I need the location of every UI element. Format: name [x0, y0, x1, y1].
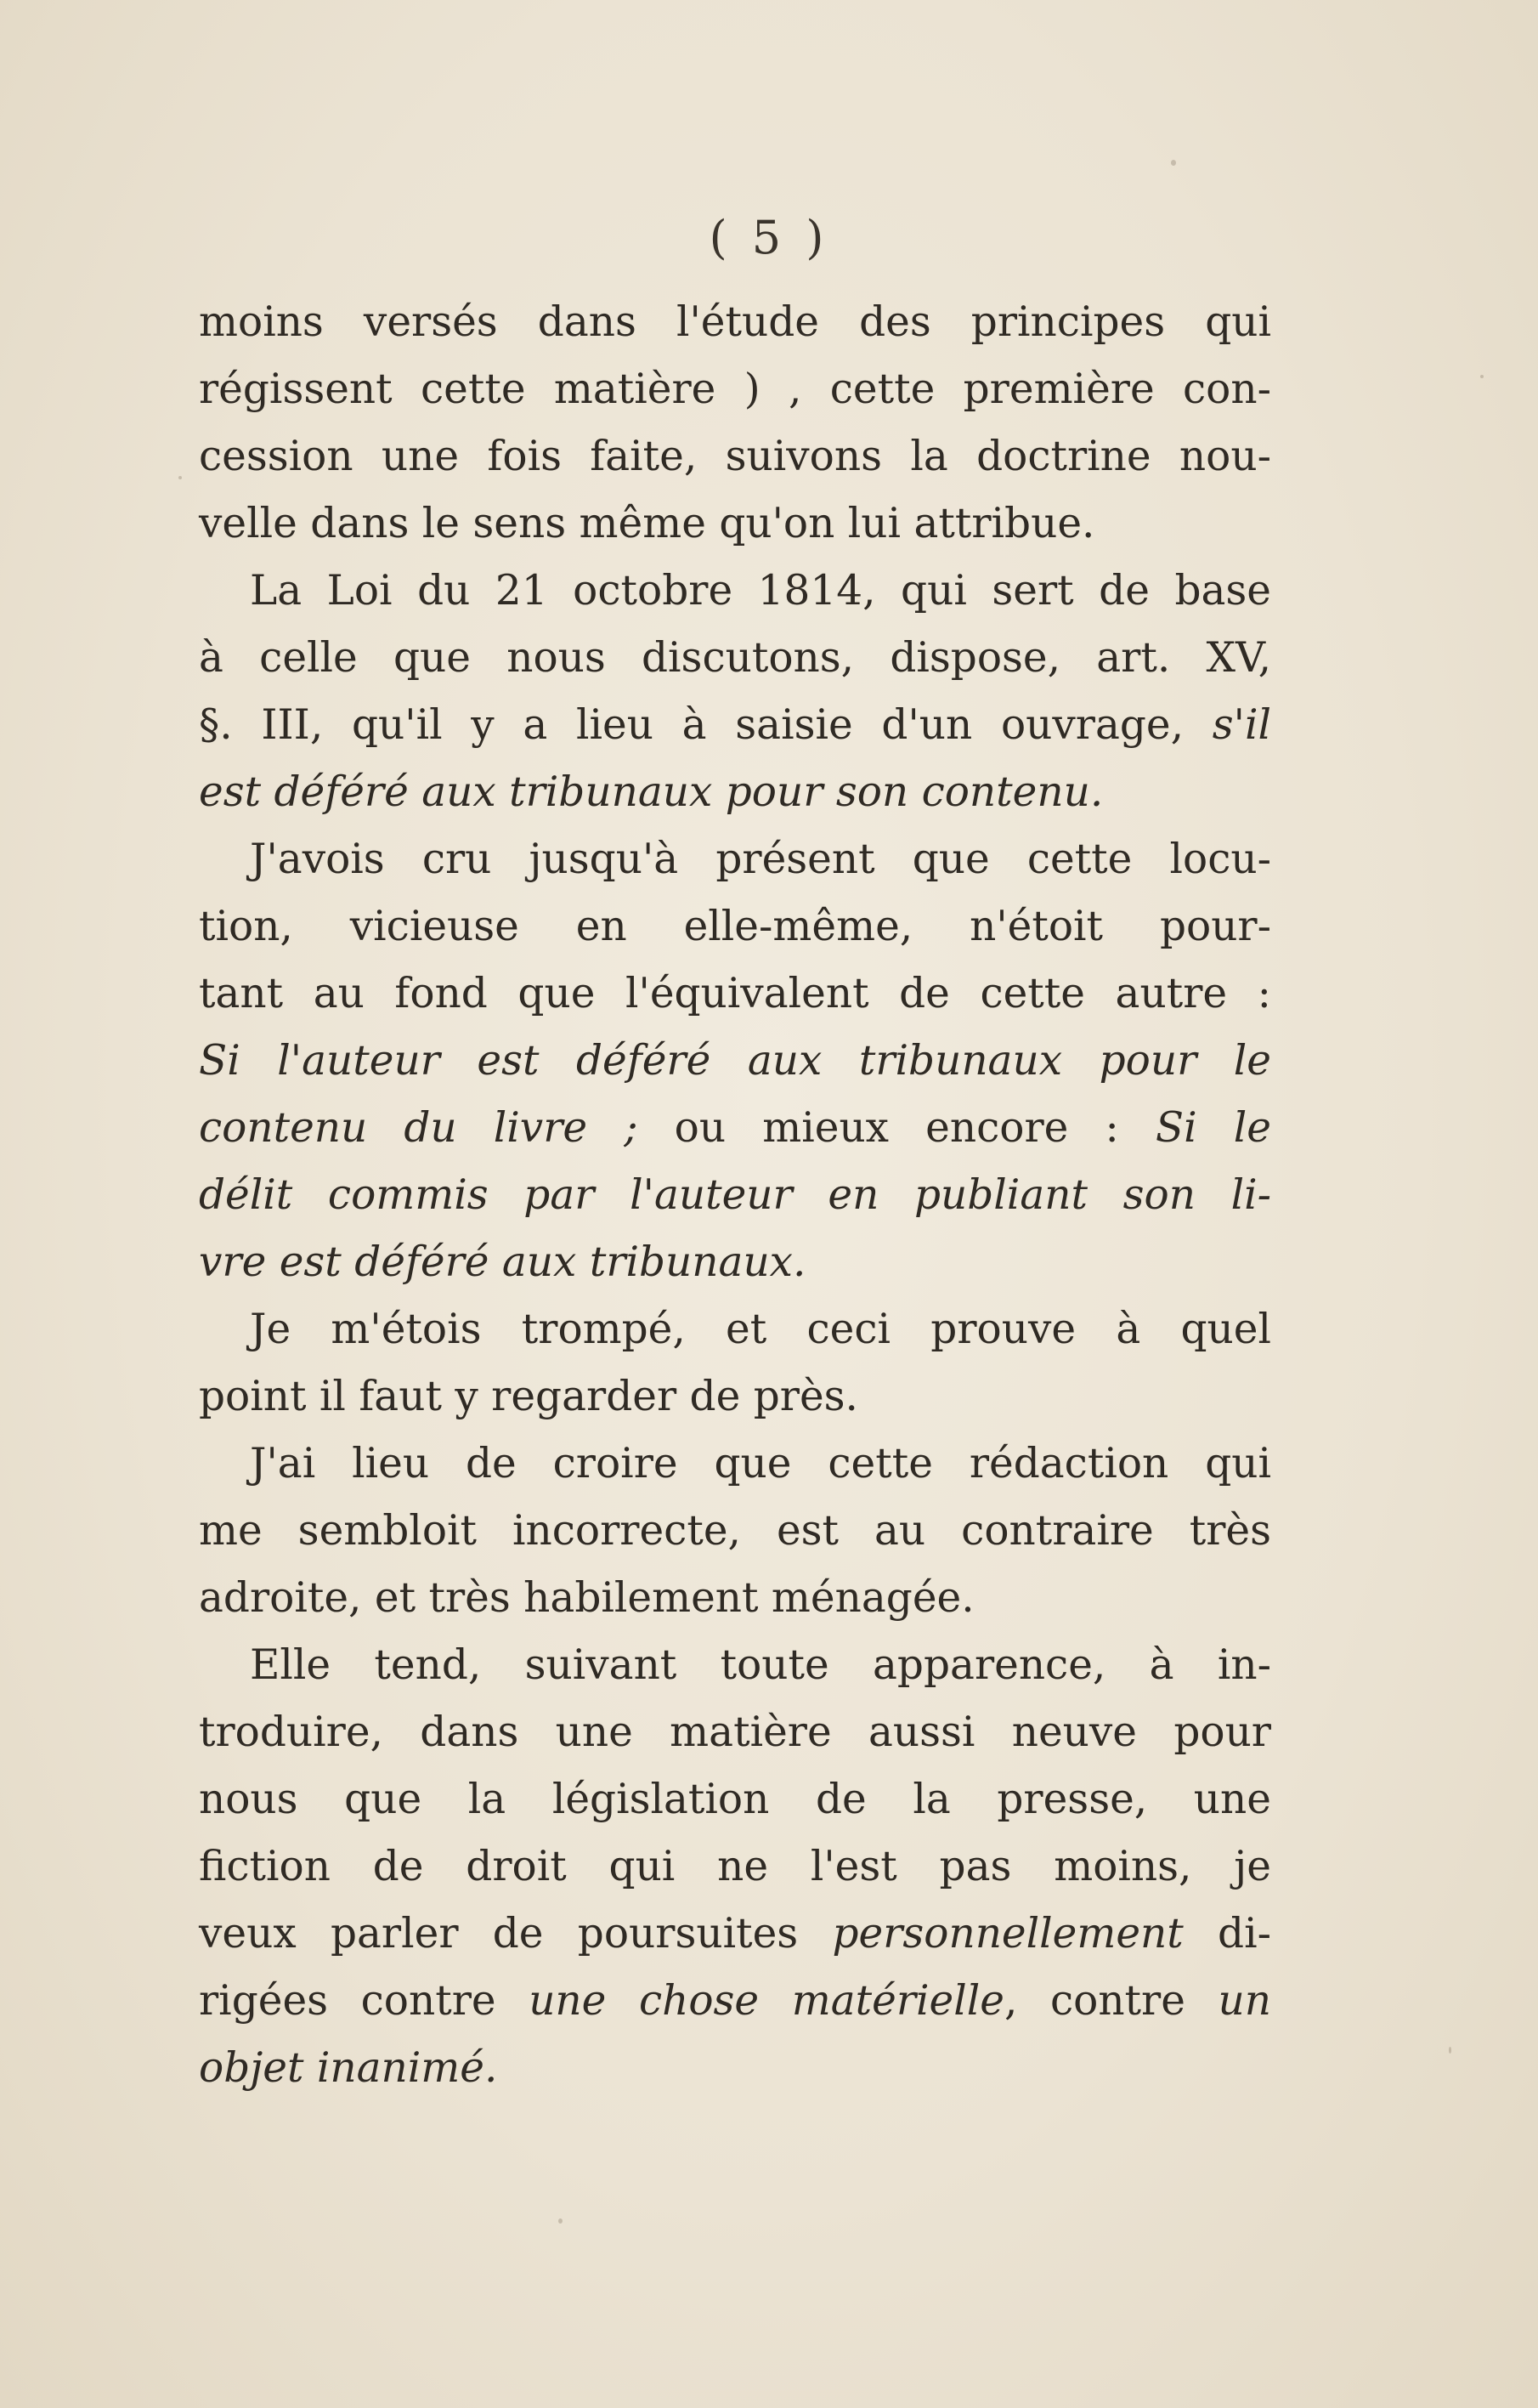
text-line: [199, 423, 1271, 490]
text-line: [199, 1498, 1271, 1565]
italic-text: est déféré aux tribunaux pour son contenu.: [199, 768, 1104, 816]
text-line: [199, 826, 1271, 893]
paper-speck: [1480, 375, 1484, 378]
text-line: [199, 625, 1271, 692]
text-line: [199, 1229, 1271, 1296]
text-line: [199, 1699, 1271, 1766]
roman-text: à celle que nous discutons, dispose, art. XV,: [199, 634, 1271, 682]
page-number: ( 5 ): [709, 211, 829, 264]
roman-text: Je m'étois trompé, et ceci prouve à quel: [250, 1306, 1271, 1353]
paper-speck: [178, 476, 182, 479]
text-line: [199, 1363, 1271, 1431]
roman-text: di-: [1183, 1910, 1271, 1958]
italic-text: vre est déféré aux tribunaux.: [199, 1238, 806, 1286]
roman-text: rigées contre: [199, 1977, 529, 2025]
text-line: [199, 1296, 1271, 1363]
text-line: [199, 1968, 1271, 2035]
italic-text: personnellement: [832, 1910, 1184, 1958]
text-line: [199, 893, 1271, 960]
paper-speck: [558, 2218, 563, 2224]
text-line: [199, 1901, 1271, 1968]
text-line: [199, 1028, 1271, 1095]
roman-text: moins versés dans l'étude des principes qui: [199, 298, 1271, 346]
text-line: [199, 1431, 1271, 1498]
roman-text: régissent cette matière ) , cette première con-: [199, 365, 1271, 413]
roman-text: me sembloit incorrecte, est au contraire très: [199, 1507, 1271, 1555]
text-line: [199, 1766, 1271, 1833]
text-line: [199, 1632, 1271, 1699]
roman-text: nous que la législation de la presse, une: [199, 1776, 1271, 1823]
roman-text: troduire, dans une matière aussi neuve pour: [199, 1708, 1271, 1756]
roman-text: §. III, qu'il y a lieu à saisie d'un ouvrage,: [199, 701, 1213, 749]
text-line: [199, 1833, 1271, 1901]
roman-text: tion, vicieuse en elle-même, n'étoit pour-: [199, 903, 1271, 950]
italic-text: contenu du livre ;: [199, 1104, 638, 1152]
italic-text: objet inanimé.: [199, 2044, 498, 2092]
paper-speck: [1449, 2047, 1451, 2054]
text-line: [199, 558, 1271, 625]
roman-text: J'ai lieu de croire que cette rédaction qui: [250, 1440, 1271, 1487]
text-line: [199, 2035, 1271, 2102]
paper-speck: [1171, 160, 1176, 166]
roman-text: veux parler de poursuites: [199, 1910, 833, 1958]
text-line: [199, 289, 1271, 356]
body-text: [199, 289, 1271, 2102]
text-line: [199, 356, 1271, 423]
italic-text: Si le: [1155, 1104, 1271, 1152]
italic-text: s'il: [1212, 701, 1271, 749]
text-line: [199, 692, 1271, 759]
roman-text: velle dans le sens même qu'on lui attribue.: [199, 500, 1095, 547]
roman-text: Elle tend, suivant toute apparence, à in-: [250, 1641, 1271, 1689]
italic-text: Si l'auteur est déféré aux tribunaux pour le: [199, 1037, 1271, 1085]
text-line: [199, 1565, 1271, 1632]
text-line: [199, 759, 1271, 826]
roman-text: ou mieux encore :: [637, 1104, 1156, 1152]
italic-text: délit commis par l'auteur en publiant son li-: [199, 1171, 1271, 1219]
text-line: [199, 1162, 1271, 1229]
italic-text: une chose matérielle: [529, 1977, 1004, 2025]
roman-text: adroite, et très habilement ménagée.: [199, 1574, 975, 1622]
text-line: [199, 1095, 1271, 1162]
roman-text: point il faut y regarder de près.: [199, 1373, 858, 1420]
roman-text: J'avois cru jusqu'à présent que cette locu-: [250, 836, 1271, 883]
roman-text: , contre: [1004, 1977, 1219, 2025]
roman-text: fiction de droit qui ne l'est pas moins, je: [199, 1843, 1271, 1890]
text-line: [199, 960, 1271, 1028]
italic-text: un: [1218, 1977, 1271, 2025]
roman-text: La Loi du 21 octobre 1814, qui sert de base: [250, 567, 1271, 615]
roman-text: tant au fond que l'équivalent de cette autre :: [199, 970, 1271, 1017]
roman-text: cession une fois faite, suivons la doctrine nou-: [199, 433, 1271, 480]
text-line: [199, 490, 1271, 558]
